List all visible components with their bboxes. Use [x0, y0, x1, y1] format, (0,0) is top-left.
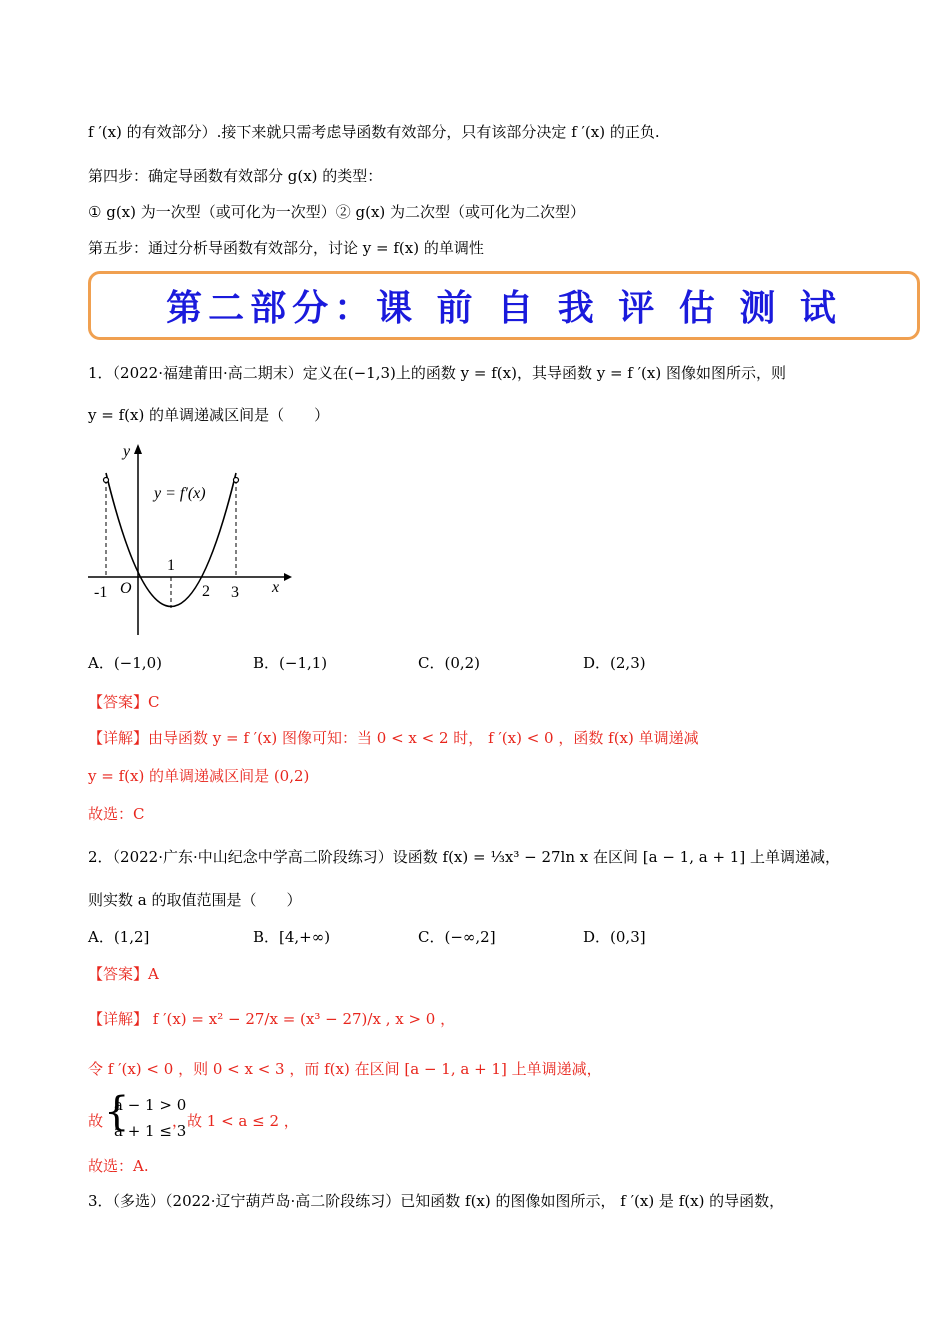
q1-option-c[interactable]: C．(0,2) — [418, 654, 481, 672]
q2-brace: { — [104, 1089, 130, 1135]
intro-line-1: f ′(x) 的有效部分）.接下来就只需考虑导函数有效部分，只有该部分决定 f ′(x) 的正负. — [88, 123, 660, 141]
q2-detail-line-2: 令 f ′(x) < 0 ，则 0 < x < 3 ，而 f(x) 在区间 [a − 1, a + 1] 上单调递减， — [88, 1060, 602, 1078]
curve-label: y = f′(x) — [154, 485, 206, 502]
section-title: 第二部分：课 前 自 我 评 估 测 试 — [166, 288, 842, 329]
q1-detail-line-1: 【详解】由导函数 y = f ′(x) 图像可知：当 0 < x < 2 时， f ′(x) < 0 ，函数 f(x) 单调递减 — [88, 729, 699, 747]
q1-option-a[interactable]: A．(−1,0) — [88, 654, 162, 672]
q1-answer: 【答案】C — [88, 693, 160, 711]
tick-label-3: 3 — [231, 584, 239, 601]
q2-conclusion: 故选：A. — [88, 1157, 149, 1175]
q2-option-d[interactable]: D．(0,3] — [583, 928, 646, 946]
tick-label-1: 1 — [167, 557, 175, 574]
q1-conclusion: 故选：C — [88, 805, 145, 823]
q1-detail-line-2: y = f(x) 的单调递减区间是 (0,2) — [88, 767, 310, 785]
q2-detail-line-1: 【详解】 f ′(x) = x² − 27/x = (x³ − 27)/x , x > 0 ， — [88, 1010, 456, 1028]
q2-option-a[interactable]: A．(1,2] — [88, 928, 150, 946]
q2-stem-line-1: 2．（2022·广东·中山纪念中学高二阶段练习）设函数 f(x) = ⅓x³ − 27ln x 在区间 [a − 1, a + 1] 上单调递减， — [88, 848, 840, 866]
x-axis-arrow — [284, 573, 292, 581]
q2-answer: 【答案】A — [88, 965, 159, 983]
q2-stem-line-2: 则实数 a 的取值范围是（ ） — [88, 891, 302, 909]
intro-line-2: 第四步：确定导函数有效部分 g(x) 的类型： — [88, 167, 383, 185]
y-axis-label: y — [123, 443, 131, 460]
intro-line-3: ① g(x) 为一次型（或可化为一次型）② g(x) 为二次型（或可化为二次型） — [88, 203, 586, 221]
x-axis-label: x — [272, 579, 280, 596]
open-endpoint-right — [234, 478, 239, 483]
q1-stem-line-1: 1．（2022·福建莆田·高二期末）定义在(−1,3)上的函数 y = f(x)，其导函数 y = f ′(x) 图像如图所示，则 — [88, 364, 786, 382]
y-axis-arrow — [134, 444, 142, 454]
q3-stem-line-1: 3．（多选）（2022·辽宁葫芦岛·高二阶段练习）已知函数 f(x) 的图像如图所示， f ′(x) 是 f(x) 的导函数， — [88, 1192, 785, 1210]
q2-detail-suffix: ，故 1 < a ≤ 2 ， — [172, 1112, 299, 1130]
tick-label-2: 2 — [202, 583, 210, 600]
q1-stem-line-2: y = f(x) 的单调递减区间是（ ） — [88, 406, 330, 424]
origin-label: O — [120, 580, 132, 597]
section-banner — [88, 271, 920, 340]
tick-label-minus1: -1 — [94, 584, 108, 601]
q2-detail-prefix: 故 — [88, 1112, 104, 1130]
derivative-graph — [88, 440, 308, 640]
open-endpoint-left — [104, 478, 109, 483]
q2-option-b[interactable]: B．[4,+∞) — [253, 928, 331, 946]
q1-option-b[interactable]: B．(−1,1) — [253, 654, 328, 672]
q2-system-line-1: a − 1 > 0 — [114, 1096, 187, 1114]
q1-option-d[interactable]: D．(2,3) — [583, 654, 646, 672]
q2-option-c[interactable]: C．(−∞,2] — [418, 928, 496, 946]
intro-line-4: 第五步：通过分析导函数有效部分，讨论 y = f(x) 的单调性 — [88, 239, 484, 257]
q2-system-line-2: a + 1 ≤ 3 — [114, 1122, 187, 1140]
